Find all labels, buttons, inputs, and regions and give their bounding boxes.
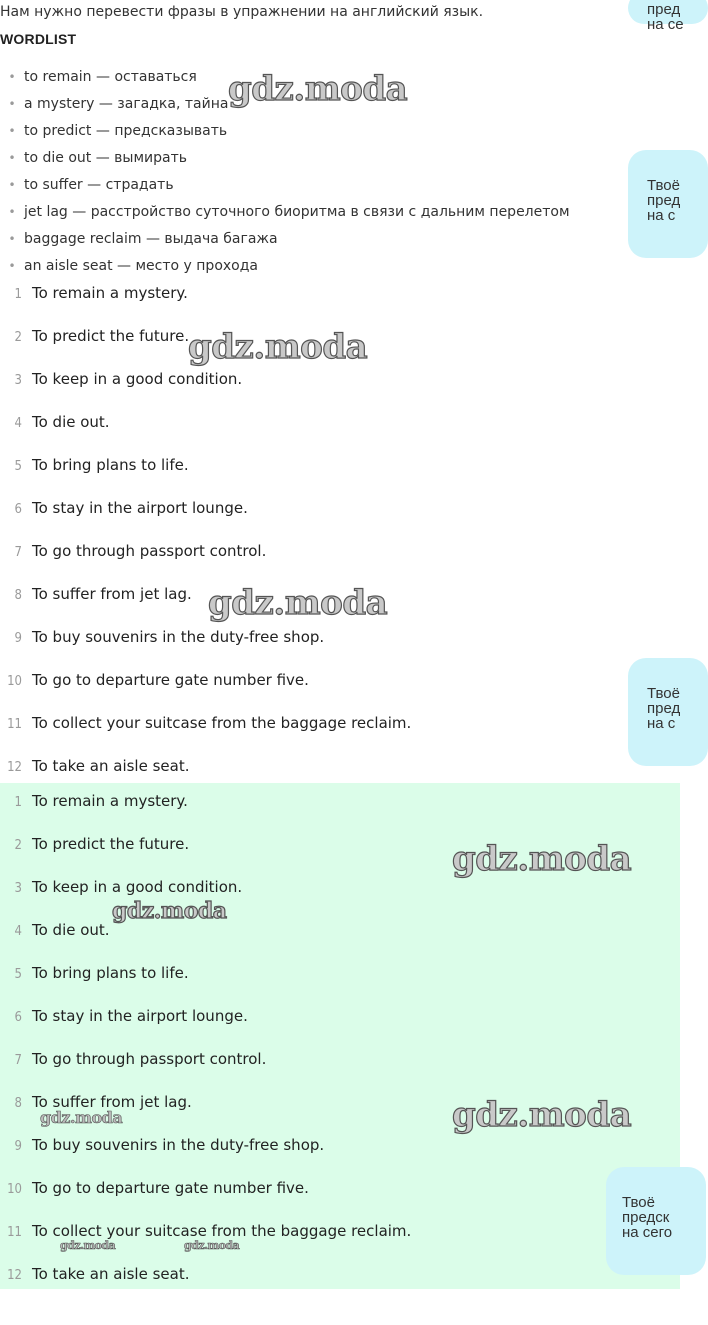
answer-item bbox=[0, 1263, 411, 1306]
item-text: To go to departure gate number five. bbox=[32, 671, 309, 689]
wordlist-item-text: to suffer — страдать bbox=[24, 177, 174, 193]
item-text: To remain a mystery. bbox=[32, 792, 188, 810]
promo-line: Твоё bbox=[647, 685, 680, 702]
watermark: gdz.moda bbox=[112, 898, 227, 924]
answer-item bbox=[0, 1177, 411, 1220]
bullet-icon: • bbox=[8, 151, 16, 165]
item-number: 6 bbox=[14, 1010, 22, 1025]
exercise-item bbox=[0, 497, 411, 540]
item-text: To die out. bbox=[32, 413, 110, 431]
item-number: 8 bbox=[14, 588, 22, 603]
item-number: 2 bbox=[14, 838, 22, 853]
answer-item bbox=[0, 790, 411, 833]
item-text: To go to departure gate number five. bbox=[32, 1179, 309, 1197]
answer-item bbox=[0, 1048, 411, 1091]
item-text: To keep in a good condition. bbox=[32, 370, 243, 388]
promo-line: пред bbox=[647, 700, 681, 717]
item-number: 11 bbox=[7, 1225, 22, 1240]
exercise-item bbox=[0, 540, 411, 583]
item-number: 5 bbox=[14, 459, 22, 474]
wordlist-item bbox=[0, 228, 570, 255]
wordlist-item bbox=[0, 255, 570, 282]
item-text: To predict the future. bbox=[32, 327, 190, 345]
item-text: To suffer from jet lag. bbox=[32, 1093, 192, 1111]
intro-text: Нам нужно перевести фразы в упражнении на английский язык. bbox=[0, 4, 484, 20]
item-text: To stay in the airport lounge. bbox=[32, 499, 248, 517]
exercise-item bbox=[0, 454, 411, 497]
watermark: gdz.moda bbox=[228, 69, 408, 109]
promo-card[interactable] bbox=[628, 658, 708, 766]
bullet-icon: • bbox=[8, 178, 16, 192]
item-number: 12 bbox=[7, 760, 22, 775]
exercise-item bbox=[0, 712, 411, 755]
wordlist-title: WORDLIST bbox=[0, 31, 77, 47]
promo-line: на с bbox=[647, 715, 676, 732]
item-text: To take an aisle seat. bbox=[32, 1265, 190, 1283]
wordlist-item-text: to predict — предсказывать bbox=[24, 123, 228, 139]
item-text: To collect your suitcase from the baggage reclaim. bbox=[32, 714, 412, 732]
answer-item bbox=[0, 833, 411, 876]
item-number: 9 bbox=[14, 631, 22, 646]
exercise-item bbox=[0, 626, 411, 669]
watermark: gdz.moda bbox=[452, 1095, 632, 1135]
item-number: 2 bbox=[14, 330, 22, 345]
exercise-item bbox=[0, 282, 411, 325]
answer-item bbox=[0, 1134, 411, 1177]
item-text: To keep in a good condition. bbox=[32, 878, 243, 896]
promo-card-top[interactable] bbox=[628, 0, 708, 33]
item-number: 9 bbox=[14, 1139, 22, 1154]
item-text: To predict the future. bbox=[32, 835, 190, 853]
exercise-item bbox=[0, 368, 411, 411]
answer-item bbox=[0, 962, 411, 1005]
item-number: 4 bbox=[14, 416, 22, 431]
watermark: gdz.moda bbox=[60, 1239, 116, 1252]
promo-card[interactable] bbox=[628, 150, 708, 258]
promo-line: пред bbox=[647, 1, 681, 18]
item-number: 3 bbox=[14, 373, 22, 388]
item-text: To suffer from jet lag. bbox=[32, 585, 192, 603]
watermark: gdz.moda bbox=[40, 1108, 123, 1127]
wordlist-item bbox=[0, 174, 570, 201]
wordlist-item-text: jet lag — расстройство суточного биоритма в связи с дальним перелетом bbox=[24, 204, 570, 220]
bullet-icon: • bbox=[8, 97, 16, 111]
item-text: To take an aisle seat. bbox=[32, 757, 190, 775]
exercise-item bbox=[0, 411, 411, 454]
item-text: To remain a mystery. bbox=[32, 284, 188, 302]
bullet-icon: • bbox=[8, 259, 16, 273]
bullet-icon: • bbox=[8, 232, 16, 246]
answer-item bbox=[0, 1005, 411, 1048]
bullet-icon: • bbox=[8, 205, 16, 219]
promo-line: на сего bbox=[622, 1224, 673, 1241]
promo-line: на се bbox=[647, 16, 684, 33]
watermark: gdz.moda bbox=[452, 839, 632, 879]
wordlist-item-text: an aisle seat — место у прохода bbox=[24, 258, 258, 274]
item-text: To go through passport control. bbox=[32, 542, 267, 560]
promo-line: Твоё bbox=[647, 177, 680, 194]
item-number: 1 bbox=[14, 795, 22, 810]
item-number: 7 bbox=[14, 1053, 22, 1068]
wordlist-item-text: a mystery — загадка, тайна bbox=[24, 96, 229, 112]
wordlist-item-text: to die out — вымирать bbox=[24, 150, 188, 166]
wordlist-item bbox=[0, 120, 570, 147]
promo-line: пред bbox=[647, 192, 681, 209]
wordlist-item bbox=[0, 201, 570, 228]
item-number: 12 bbox=[7, 1268, 22, 1283]
item-number: 1 bbox=[14, 287, 22, 302]
watermark: gdz.moda bbox=[188, 327, 368, 367]
wordlist-item bbox=[0, 147, 570, 174]
bullet-icon: • bbox=[8, 70, 16, 84]
item-text: To bring plans to life. bbox=[32, 964, 189, 982]
item-number: 11 bbox=[7, 717, 22, 732]
item-number: 3 bbox=[14, 881, 22, 896]
answer-item bbox=[0, 919, 411, 962]
item-text: To collect your suitcase from the baggage reclaim. bbox=[32, 1222, 412, 1240]
item-text: To stay in the airport lounge. bbox=[32, 1007, 248, 1025]
exercise-item bbox=[0, 669, 411, 712]
item-number: 10 bbox=[7, 674, 22, 689]
answer-list bbox=[0, 790, 411, 1306]
item-text: To die out. bbox=[32, 921, 110, 939]
item-text: To buy souvenirs in the duty-free shop. bbox=[32, 628, 325, 646]
item-number: 5 bbox=[14, 967, 22, 982]
item-text: To go through passport control. bbox=[32, 1050, 267, 1068]
watermark: gdz.moda bbox=[208, 583, 388, 623]
item-text: To bring plans to life. bbox=[32, 456, 189, 474]
item-number: 4 bbox=[14, 924, 22, 939]
item-number: 6 bbox=[14, 502, 22, 517]
bullet-icon: • bbox=[8, 124, 16, 138]
promo-line: Твоё bbox=[622, 1194, 655, 1211]
item-number: 8 bbox=[14, 1096, 22, 1111]
item-text: To buy souvenirs in the duty-free shop. bbox=[32, 1136, 325, 1154]
watermark: gdz.moda bbox=[184, 1239, 240, 1252]
promo-card[interactable] bbox=[606, 1167, 706, 1275]
promo-line: предск bbox=[622, 1209, 670, 1226]
item-number: 7 bbox=[14, 545, 22, 560]
item-number: 10 bbox=[7, 1182, 22, 1197]
wordlist-item-text: baggage reclaim — выдача багажа bbox=[24, 231, 278, 247]
promo-line: на с bbox=[647, 207, 676, 224]
wordlist-item-text: to remain — оставаться bbox=[24, 69, 197, 85]
